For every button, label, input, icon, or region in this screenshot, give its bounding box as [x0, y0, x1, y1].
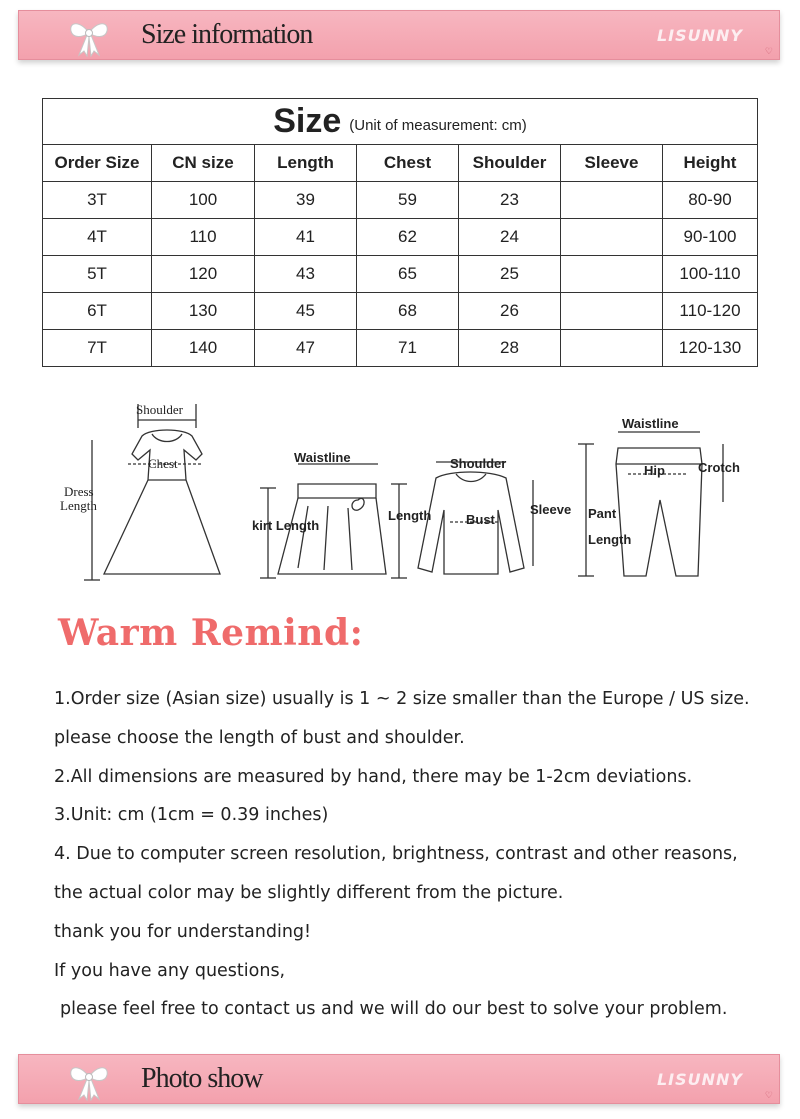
- cell-order-size: 6T: [43, 293, 152, 330]
- dress-length-label-2: Length: [60, 498, 97, 513]
- cell-sleeve: [561, 182, 663, 219]
- cell-cn-size: 120: [152, 256, 255, 293]
- banner-title: Size information: [141, 19, 313, 50]
- cell-height: 90-100: [663, 219, 758, 256]
- warm-remind-text: [54, 680, 784, 1029]
- pants-pant-label: Pant: [588, 506, 617, 521]
- measurement-diagram-svg: [58, 398, 758, 588]
- remind-line: the actual color may be slightly different from the picture.: [54, 882, 564, 903]
- heart-icon: ♡: [764, 46, 773, 56]
- brand-logo: LISUNNY: [656, 1070, 743, 1089]
- cell-sleeve: [561, 293, 663, 330]
- table-caption: [43, 99, 758, 145]
- remind-line: 4. Due to computer screen resolution, brightness, contrast and other reasons,: [54, 844, 738, 865]
- top-length-label: Length: [388, 508, 432, 523]
- remind-line: please feel free to contact us and we will do our best to solve your problem.: [60, 999, 728, 1020]
- table-row: [43, 330, 758, 367]
- pants-figure: [578, 432, 723, 576]
- unit-note: (Unit of measurement: cm): [349, 117, 527, 134]
- dress-figure: [84, 404, 220, 580]
- cell-shoulder: 23: [459, 182, 561, 219]
- cell-height: 80-90: [663, 182, 758, 219]
- warm-remind-title: Warm Remind:: [58, 612, 364, 654]
- col-order-size: Order Size: [43, 145, 152, 182]
- cell-order-size: 3T: [43, 182, 152, 219]
- cell-length: 45: [255, 293, 357, 330]
- col-cn-size: CN size: [152, 145, 255, 182]
- bow-icon: [67, 15, 111, 57]
- cell-chest: 71: [357, 330, 459, 367]
- cell-shoulder: 25: [459, 256, 561, 293]
- cell-order-size: 5T: [43, 256, 152, 293]
- col-length: Length: [255, 145, 357, 182]
- remind-line: 1.Order size (Asian size) usually is 1 ~ 2 size smaller than the Europe / US size.: [54, 689, 750, 709]
- cell-length: 41: [255, 219, 357, 256]
- table-title: Size: [273, 102, 342, 140]
- cell-chest: 68: [357, 293, 459, 330]
- cell-height: 120-130: [663, 330, 758, 367]
- bow-icon: [67, 1059, 111, 1101]
- col-sleeve: Sleeve: [561, 145, 663, 182]
- cell-length: 47: [255, 330, 357, 367]
- cell-cn-size: 100: [152, 182, 255, 219]
- cell-sleeve: [561, 256, 663, 293]
- cell-chest: 62: [357, 219, 459, 256]
- col-shoulder: Shoulder: [459, 145, 561, 182]
- remind-line: 2.All dimensions are measured by hand, there may be 1-2cm deviations.: [54, 766, 693, 787]
- top-sleeve-label: Sleeve: [530, 502, 572, 517]
- cell-height: 100-110: [663, 256, 758, 293]
- table-row: [43, 219, 758, 256]
- remind-line: thank you for understanding!: [54, 921, 312, 942]
- cell-cn-size: 130: [152, 293, 255, 330]
- pants-crotch-label: Crotch: [698, 460, 740, 475]
- col-height: Height: [663, 145, 758, 182]
- cell-order-size: 7T: [43, 330, 152, 367]
- size-information-banner: [18, 10, 780, 60]
- cell-shoulder: 24: [459, 219, 561, 256]
- table-row: [43, 182, 758, 219]
- cell-order-size: 4T: [43, 219, 152, 256]
- dress-length-label-1: Dress: [64, 484, 94, 499]
- cell-sleeve: [561, 219, 663, 256]
- pants-hip-label: Hip: [644, 463, 665, 478]
- dress-shoulder-label: Shoulder: [136, 402, 183, 417]
- cell-height: 110-120: [663, 293, 758, 330]
- measurement-diagrams: [58, 398, 758, 588]
- remind-line: If you have any questions,: [54, 960, 286, 981]
- table-row: [43, 293, 758, 330]
- cell-shoulder: 28: [459, 330, 561, 367]
- photo-show-banner: [18, 1054, 780, 1104]
- remind-line: 3.Unit: cm (1cm = 0.39 inches): [54, 805, 329, 826]
- cell-length: 39: [255, 182, 357, 219]
- cell-sleeve: [561, 330, 663, 367]
- cell-chest: 59: [357, 182, 459, 219]
- size-table: [42, 98, 758, 367]
- banner-title: Photo show: [141, 1063, 263, 1094]
- top-bust-label: Bust: [466, 512, 495, 527]
- cell-chest: 65: [357, 256, 459, 293]
- col-chest: Chest: [357, 145, 459, 182]
- table-row: [43, 256, 758, 293]
- heart-icon: ♡: [764, 1090, 773, 1100]
- cell-cn-size: 110: [152, 219, 255, 256]
- pants-waistline-label: Waistline: [622, 416, 679, 431]
- table-header-row: [43, 145, 758, 182]
- remind-line: please choose the length of bust and shoulder.: [54, 727, 465, 748]
- dress-chest-label: Chest: [148, 456, 178, 471]
- pants-length-label: Length: [588, 532, 632, 547]
- brand-logo: LISUNNY: [656, 26, 743, 45]
- cell-cn-size: 140: [152, 330, 255, 367]
- skirt-length-label: kirt Length: [252, 518, 320, 533]
- skirt-waistline-label: Waistline: [294, 450, 351, 465]
- top-shoulder-label: Shoulder: [450, 456, 507, 471]
- cell-shoulder: 26: [459, 293, 561, 330]
- cell-length: 43: [255, 256, 357, 293]
